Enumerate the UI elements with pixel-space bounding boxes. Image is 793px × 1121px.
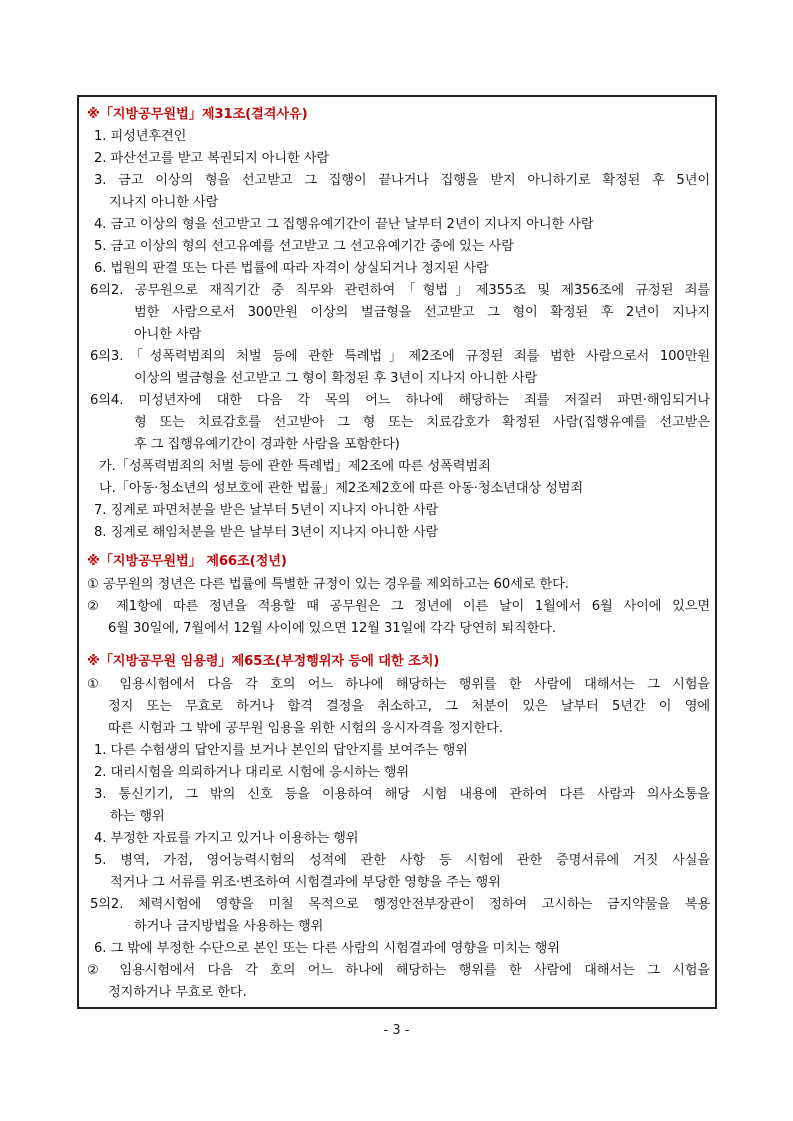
list-item-continuation: 이상의 벌금형을 선고받고 그 형이 확정된 후 3년이 지나지 아니한 사람: [134, 371, 538, 386]
list-item-continuation: 형 또는 치료감호를 선고받아 그 형 또는 치료감호가 확정된 사람(집행유예를 선고받은: [134, 415, 710, 430]
list-item: 4. 부정한 자료를 가지고 있거나 이용하는 행위: [94, 831, 359, 846]
list-item: 6의2. 공무원으로 재직기간 중 직무와 관련하여「형법」제355조 및 제356조에 규정된 죄를: [90, 283, 710, 298]
paragraph-continuation: 정지 또는 무효로 하거나 합격 결정을 취소하고, 그 처분이 있은 날부터 5년간 이 영에: [108, 699, 710, 714]
list-item: 7. 징계로 파면처분을 받은 날부터 5년이 지나지 아니한 사람: [94, 503, 439, 518]
list-item: 1. 피성년후견인: [94, 129, 187, 144]
list-item: 6의3.「성폭력범죄의 처벌 등에 관한 특례법」제2조에 규정된 죄를 범한 사람으로서 100만원: [90, 349, 710, 364]
list-item: 6. 법원의 판결 또는 다른 법률에 따라 자격이 상실되거나 정지된 사람: [94, 261, 489, 276]
section-title-article-31: ※「지방공무원법」제31조(결격사유): [87, 107, 308, 122]
law-excerpt-box: [77, 95, 717, 1009]
paragraph-item: ① 공무원의 정년은 다른 법률에 특별한 규정이 있는 경우를 제외하고는 60세로 한다.: [87, 577, 569, 592]
list-item: 8. 징계로 해임처분을 받은 날부터 3년이 지나지 아니한 사람: [94, 525, 439, 540]
list-item: 3. 금고 이상의 형을 선고받고 그 집행이 끝나거나 집행을 받지 아니하기로 확정된 후 5년이: [94, 173, 710, 188]
paragraph-item: ② 제1항에 따른 정년을 적용할 때 공무원은 그 정년에 이른 날이 1월에서 6월 사이에 있으면: [87, 599, 710, 614]
section-title-article-66: ※「지방공무원법」 제66조(정년): [87, 554, 287, 569]
paragraph-continuation: 정지하거나 무효로 한다.: [108, 985, 247, 1000]
sub-item: 나.「아동·청소년의 성보호에 관한 법률」제2조제2호에 따른 아동·청소년대상 성범죄: [99, 481, 584, 496]
list-item-continuation: 범한 사람으로서 300만원 이상의 벌금형을 선고받고 그 형이 확정된 후 2년이 지나지: [134, 305, 710, 320]
list-item: 5의2. 체력시험에 영향을 미칠 목적으로 행정안전부장관이 정하여 고시하는 금지약물을 복용: [90, 897, 710, 912]
list-item: 3. 통신기기, 그 밖의 신호 등을 이용하여 해당 시험 내용에 관하여 다른 사람과 의사소통을: [94, 787, 710, 802]
list-item: 1. 다른 수험생의 답안지를 보거나 본인의 답안지를 보여주는 행위: [94, 743, 468, 758]
paragraph-item: ② 임용시험에서 다음 각 호의 어느 하나에 해당하는 행위를 한 사람에 대해서는 그 시험을: [87, 963, 710, 978]
paragraph-continuation: 6월 30일에, 7월에서 12월 사이에 있으면 12월 31일에 각각 당연히 퇴직한다.: [108, 621, 556, 636]
list-item-continuation: 후 그 집행유예기간이 경과한 사람을 포함한다): [134, 437, 400, 452]
paragraph-continuation: 따른 시험과 그 밖에 공무원 임용을 위한 시험의 응시자격을 정지한다.: [108, 721, 503, 736]
list-item: 6의4. 미성년자에 대한 다음 각 목의 어느 하나에 해당하는 죄를 저질러 파면·해임되거나: [90, 393, 710, 408]
list-item: 6. 그 밖에 부정한 수단으로 본인 또는 다른 사람의 시험결과에 영향을 미치는 행위: [94, 941, 560, 956]
section-title-decree-65: ※「지방공무원 임용령」제65조(부정행위자 등에 대한 조치): [87, 654, 440, 669]
list-item: 4. 금고 이상의 형을 선고받고 그 집행유예기간이 끝난 날부터 2년이 지나지 아니한 사람: [94, 217, 594, 232]
paragraph-item: ① 임용시험에서 다음 각 호의 어느 하나에 해당하는 행위를 한 사람에 대해서는 그 시험을: [87, 677, 710, 692]
list-item-continuation: 적거나 그 서류를 위조·변조하여 시험결과에 부당한 영향을 주는 행위: [110, 875, 501, 890]
list-item-continuation: 아니한 사람: [134, 327, 202, 342]
page-number: - 3 -: [383, 1023, 410, 1038]
list-item: 5. 금고 이상의 형의 선고유예를 선고받고 그 선고유예기간 중에 있는 사람: [94, 239, 514, 254]
list-item-continuation: 하거나 금지방법을 사용하는 행위: [134, 919, 324, 934]
list-item-continuation: 지나지 아니한 사람: [109, 195, 219, 210]
list-item-continuation: 하는 행위: [110, 809, 165, 824]
sub-item: 가.「성폭력범죄의 처벌 등에 관한 특례법」제2조에 따른 성폭력범죄: [99, 459, 491, 474]
list-item: 2. 대리시험을 의뢰하거나 대리로 시험에 응시하는 행위: [94, 765, 409, 780]
list-item: 2. 파산선고를 받고 복권되지 아니한 사람: [94, 151, 330, 166]
list-item: 5. 병역, 가점, 영어능력시험의 성적에 관한 사항 등 시험에 관한 증명서류에 거짓 사실을: [94, 853, 710, 868]
